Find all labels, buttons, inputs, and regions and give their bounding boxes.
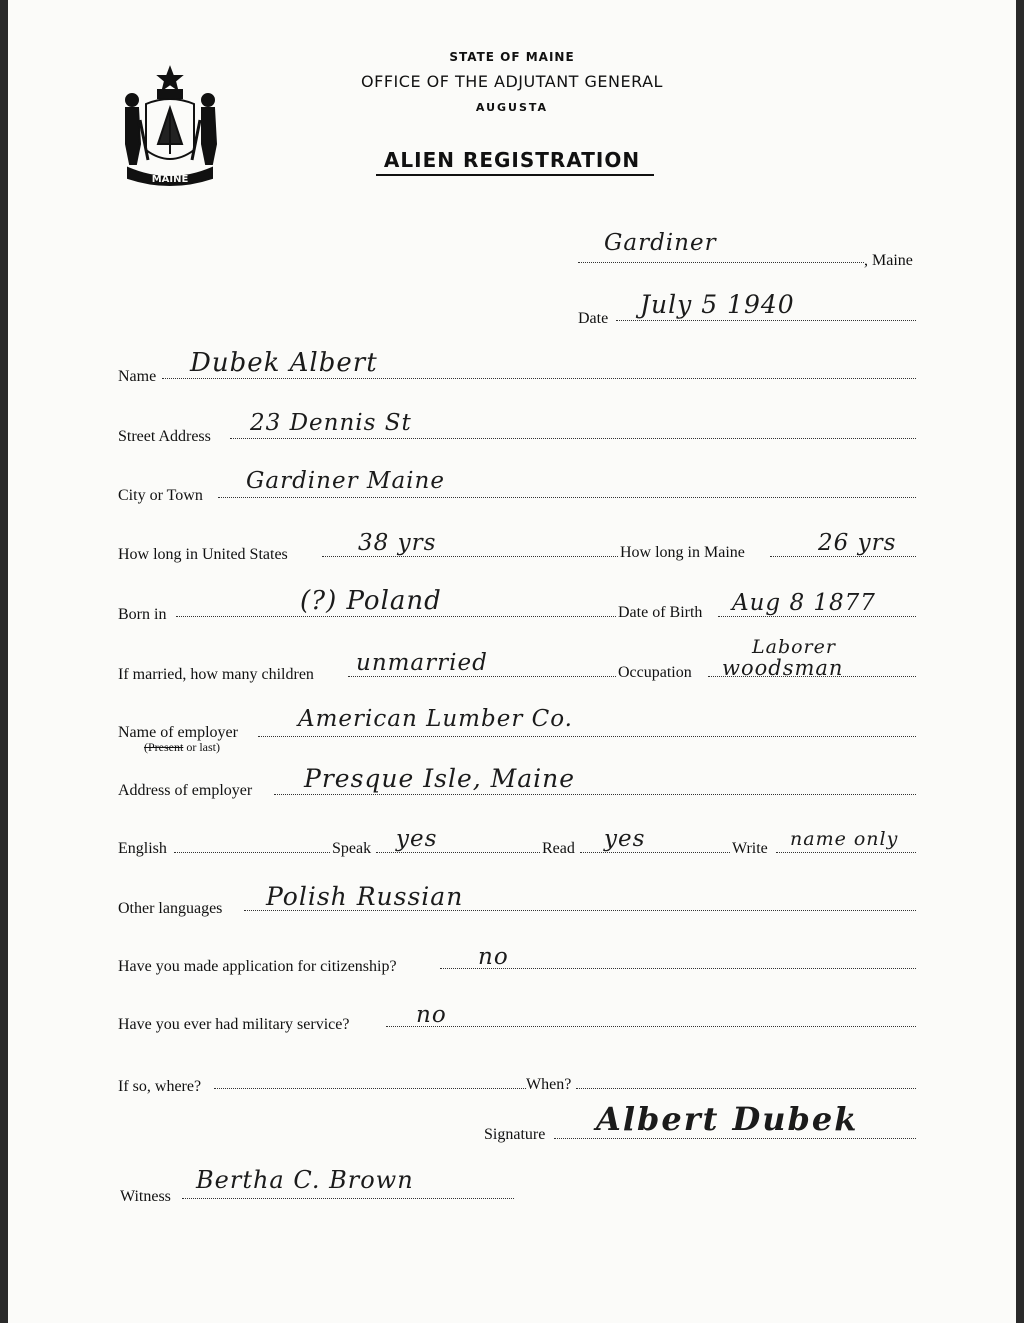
witness-line [182,1198,514,1199]
born-in-value: (?) Poland [300,586,442,616]
signature-value: Albert Dubek [596,1100,859,1138]
read-label: Read [542,840,575,857]
if-so-where-line [214,1088,526,1089]
town-value: Gardiner [604,230,717,256]
employer-sublabel-rest: or last) [183,740,220,754]
occupation-top-value: Laborer [752,636,836,658]
date-of-birth-line [718,616,916,617]
born-in-line [176,616,616,617]
if-so-where-label: If so, where? [118,1078,202,1095]
employer-address-value: Presque Isle, Maine [304,764,576,793]
street-line [230,438,916,439]
date-value: July 5 1940 [640,290,795,319]
title-underline [376,174,654,176]
other-languages-value: Polish Russian [266,882,464,911]
employer-value: American Lumber Co. [298,706,573,732]
employer-label: Name of employer [118,724,238,741]
document-page [8,0,1016,1323]
employer-address-label: Address of employer [118,782,253,799]
english-line [174,852,330,853]
signature-label: Signature [484,1126,546,1143]
read-value: yes [604,826,646,852]
occupation-value: woodsman [722,656,844,680]
speak-value: yes [396,826,438,852]
form-title: ALIEN REGISTRATION [383,148,641,172]
town-line [578,262,864,263]
how-long-us-line [322,556,618,557]
how-long-maine-line [770,556,916,557]
city-town-value: Gardiner Maine [246,468,445,494]
military-label: Have you ever had military service? [118,1016,350,1033]
employer-line [258,736,916,737]
military-line [386,1026,916,1027]
speak-label: Speak [332,840,372,857]
date-line [616,320,916,321]
header-state: STATE OF MAINE [449,50,575,64]
city-town-line [218,497,916,498]
street-label: Street Address [118,428,211,445]
born-in-label: Born in [118,606,167,623]
seal-banner-text: MAINE [151,174,189,185]
english-label: English [118,840,167,857]
date-of-birth-label: Date of Birth [618,604,703,621]
children-line [348,676,616,677]
how-long-maine-value: 26 yrs [818,530,897,556]
citizenship-value: no [478,944,509,970]
maine-suffix: , Maine [864,252,913,269]
occupation-label: Occupation [618,664,692,681]
read-line [580,852,730,853]
date-label: Date [578,310,609,327]
city-town-label: City or Town [118,487,203,504]
children-value: unmarried [356,650,488,676]
employer-address-line [274,794,916,795]
signature-line [554,1138,916,1139]
write-label: Write [732,840,768,857]
how-long-us-value: 38 yrs [358,530,437,556]
when-line [576,1088,916,1089]
military-value: no [416,1002,447,1028]
street-value: 23 Dennis St [250,410,412,436]
children-label: If married, how many children [118,666,314,683]
header-office: OFFICE OF THE ADJUTANT GENERAL [361,72,663,91]
header-city: AUGUSTA [475,101,549,114]
name-value: Dubek Albert [190,348,378,378]
write-line [776,852,916,853]
employer-sublabel-struck: (Present [144,740,184,754]
speak-line [376,852,540,853]
write-value: name only [790,828,899,850]
other-languages-label: Other languages [118,900,223,917]
witness-value: Bertha C. Brown [196,1166,414,1194]
name-line [162,378,916,379]
citizenship-line [440,968,916,969]
employer-sublabel [144,740,220,755]
witness-label: Witness [120,1188,171,1205]
citizenship-label: Have you made application for citizenship? [118,958,397,975]
when-label: When? [526,1076,572,1093]
how-long-us-label: How long in United States [118,546,288,563]
date-of-birth-value: Aug 8 1877 [732,590,876,616]
name-label: Name [118,368,157,385]
how-long-maine-label: How long in Maine [620,544,745,561]
